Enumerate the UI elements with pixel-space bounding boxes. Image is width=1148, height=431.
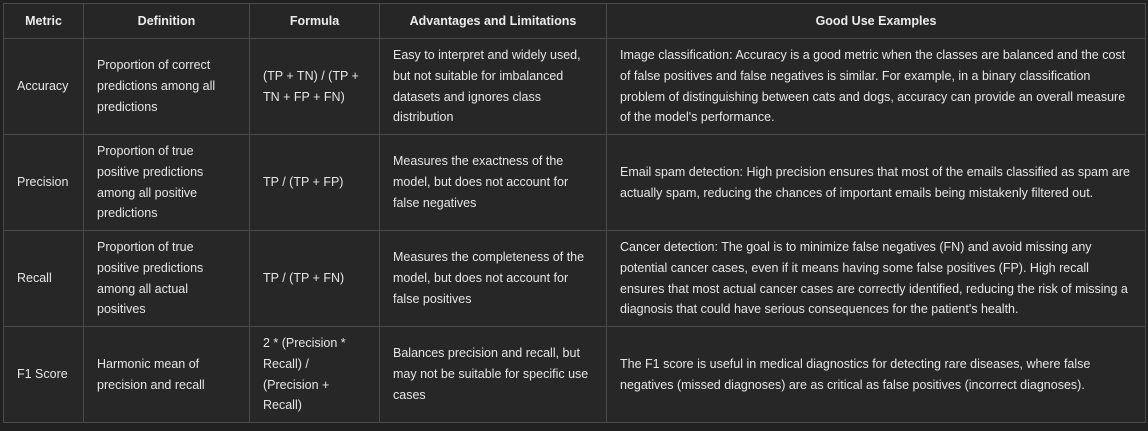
header-formula: Formula [250,4,380,39]
definition-cell: Proportion of true positive predictions among all actual positives [84,231,250,327]
metric-cell: Precision [4,135,84,231]
header-examples: Good Use Examples [607,4,1146,39]
definition-cell: Harmonic mean of precision and recall [84,327,250,423]
table-row [4,39,1146,135]
example-cell: Email spam detection: High precision ensures that most of the emails classified as spam are actually spam, reducing the chances of important emails being mistakenly filtered out. [607,135,1146,231]
definition-cell: Proportion of true positive predictions among all positive predictions [84,135,250,231]
header-row [4,4,1146,39]
definition-cell: Proportion of correct predictions among all predictions [84,39,250,135]
header-advantages: Advantages and Limitations [380,4,607,39]
table-row [4,135,1146,231]
advantages-cell: Balances precision and recall, but may not be suitable for specific use cases [380,327,607,423]
formula-cell: (TP + TN) / (TP + TN + FP + FN) [250,39,380,135]
formula-cell: TP / (TP + FP) [250,135,380,231]
example-cell: Image classification: Accuracy is a good metric when the classes are balanced and the cost of false positives and false negatives is similar. For example, in a binary classification problem of distinguishing between cats and dogs, accuracy can provide an overall measure of the model's performance. [607,39,1146,135]
example-cell: Cancer detection: The goal is to minimize false negatives (FN) and avoid missing any potential cancer cases, even if it means having some false positives (FP). High recall ensures that most actual cancer cases are correctly identified, reducing the risk of missing a diagnosis that could have serious consequences for the patient's health. [607,231,1146,327]
header-definition: Definition [84,4,250,39]
advantages-cell: Easy to interpret and widely used, but not suitable for imbalanced datasets and ignores class distribution [380,39,607,135]
metric-cell: F1 Score [4,327,84,423]
formula-cell: 2 * (Precision * Recall) / (Precision + Recall) [250,327,380,423]
example-cell: The F1 score is useful in medical diagnostics for detecting rare diseases, where false negatives (missed diagnoses) are as critical as false positives (incorrect diagnoses). [607,327,1146,423]
table-row [4,231,1146,327]
table-row [4,327,1146,423]
advantages-cell: Measures the exactness of the model, but does not account for false negatives [380,135,607,231]
formula-cell: TP / (TP + FN) [250,231,380,327]
header-metric: Metric [4,4,84,39]
metric-cell: Accuracy [4,39,84,135]
advantages-cell: Measures the completeness of the model, but does not account for false positives [380,231,607,327]
metrics-table [3,3,1146,423]
metric-cell: Recall [4,231,84,327]
